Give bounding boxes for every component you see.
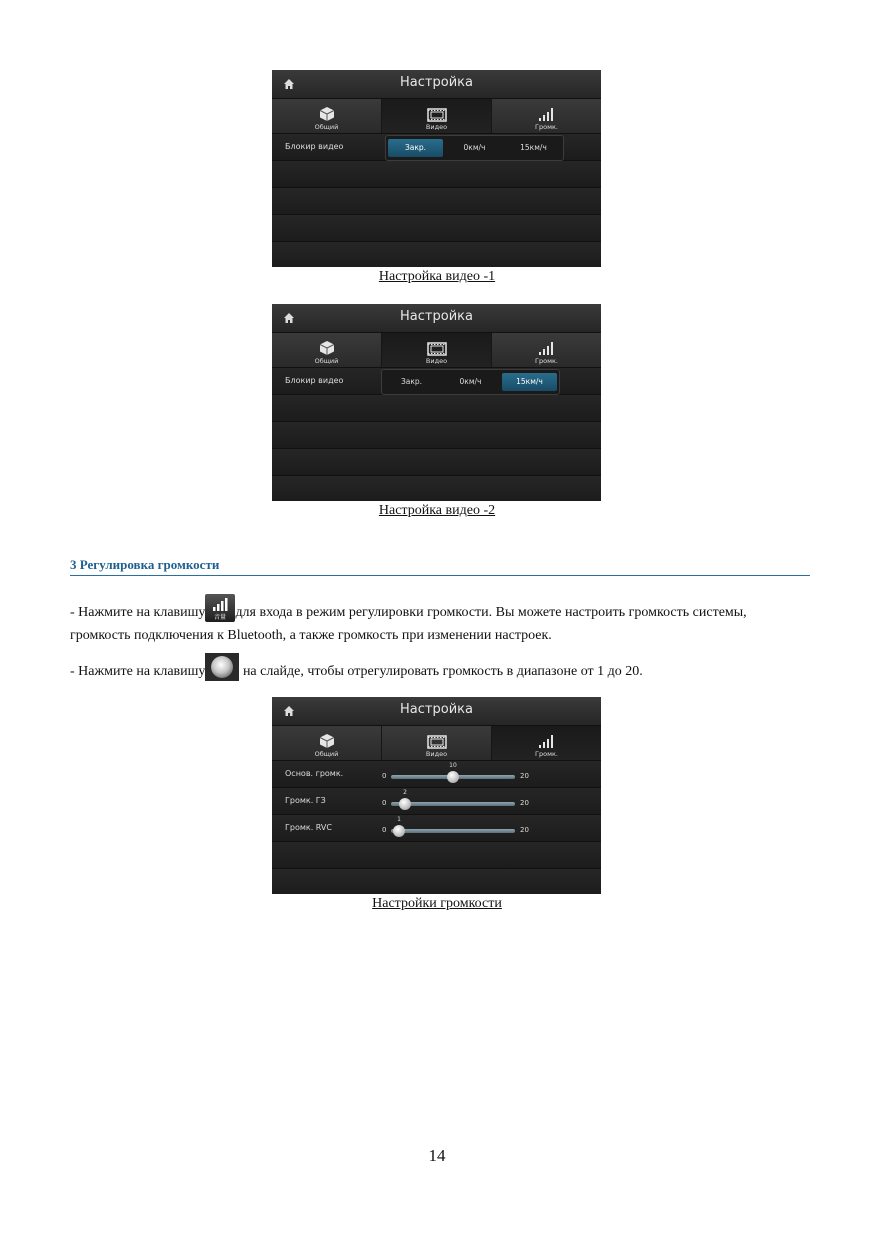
volume-settings-screen bbox=[272, 697, 601, 894]
screen-title: Настройка bbox=[400, 75, 473, 90]
option-closed[interactable]: Закр. bbox=[388, 139, 443, 157]
block-video-selector bbox=[385, 135, 564, 161]
slider-value: 1 bbox=[397, 816, 401, 823]
slider-knob[interactable] bbox=[447, 771, 459, 783]
screen-title: Настройка bbox=[400, 702, 473, 717]
section-heading: 3 Регулировка громкости bbox=[70, 557, 810, 576]
block-video-row bbox=[272, 134, 601, 161]
slider-value: 10 bbox=[449, 762, 457, 769]
option-15kmh[interactable]: 15км/ч bbox=[520, 143, 547, 152]
title-bar bbox=[272, 697, 601, 726]
empty-row bbox=[272, 242, 601, 267]
gz-volume-row bbox=[272, 788, 601, 815]
main-volume-row bbox=[272, 761, 601, 788]
screen-title: Настройка bbox=[400, 309, 473, 324]
volume-key-icon bbox=[205, 594, 235, 627]
caption-video-1: Настройка видео -1 bbox=[378, 269, 496, 284]
option-15kmh[interactable]: 15км/ч bbox=[502, 373, 557, 391]
slider-knob-icon bbox=[205, 653, 239, 686]
tab-label: Общий bbox=[314, 357, 339, 365]
para1-after: для входа в режим регулировки громкости. Вы можете настроить громкость системы, громкость подключения к Bluetooth, а также громкость при изменении настроек. bbox=[70, 605, 747, 643]
block-video-selector bbox=[381, 369, 560, 395]
caption-video-2: Настройка видео -2 bbox=[378, 503, 496, 518]
slider-max: 20 bbox=[520, 772, 529, 780]
slider-min: 0 bbox=[382, 772, 387, 780]
tab-label: Видео bbox=[425, 357, 448, 365]
film-icon bbox=[427, 342, 447, 356]
empty-row bbox=[272, 476, 601, 501]
slider-label: Громк. RVC bbox=[285, 823, 332, 832]
option-closed[interactable]: Закр. bbox=[400, 377, 423, 386]
empty-row bbox=[272, 188, 601, 215]
volume-bars-icon bbox=[538, 106, 556, 122]
slider-max: 20 bbox=[520, 799, 529, 807]
para1-before: - Нажмите на клавишу bbox=[70, 605, 206, 620]
tab-label: Видео bbox=[425, 123, 448, 131]
paragraph-volume-key bbox=[70, 594, 810, 644]
empty-row bbox=[272, 869, 601, 894]
empty-row bbox=[272, 395, 601, 422]
slider-max: 20 bbox=[520, 826, 529, 834]
para2-after: на слайде, чтобы отрегулировать громкость в диапазоне от 1 до 20. bbox=[239, 664, 643, 679]
rvc-volume-row bbox=[272, 815, 601, 842]
paragraph-slider-knob bbox=[70, 653, 810, 686]
slider-label: Громк. ГЗ bbox=[285, 796, 326, 805]
empty-row bbox=[272, 842, 601, 869]
volume-key-caption: 音量 bbox=[214, 614, 227, 621]
title-bar bbox=[272, 304, 601, 333]
settings-tabs bbox=[272, 333, 601, 368]
volume-bars-icon bbox=[538, 340, 556, 356]
empty-row bbox=[272, 215, 601, 242]
slider-knob[interactable] bbox=[393, 825, 405, 837]
slider-track[interactable] bbox=[391, 829, 515, 833]
volume-bars-icon bbox=[538, 733, 556, 749]
slider-min: 0 bbox=[382, 826, 387, 834]
tab-label: Видео bbox=[425, 750, 448, 758]
video-settings-screen-2 bbox=[272, 304, 601, 501]
block-video-row bbox=[272, 368, 601, 395]
tab-video[interactable] bbox=[382, 726, 492, 760]
page-number: 14 bbox=[428, 1146, 446, 1165]
tab-general[interactable] bbox=[272, 99, 382, 133]
slider-label: Основ. громк. bbox=[285, 769, 344, 778]
empty-row bbox=[272, 449, 601, 476]
slider-min: 0 bbox=[382, 799, 387, 807]
tab-label: Громк. bbox=[535, 123, 558, 131]
settings-tabs bbox=[272, 99, 601, 134]
video-settings-screen-1 bbox=[272, 70, 601, 267]
title-bar bbox=[272, 70, 601, 99]
tab-label: Общий bbox=[314, 750, 339, 758]
block-video-label: Блокир видео bbox=[285, 376, 344, 385]
tab-volume[interactable] bbox=[492, 99, 601, 133]
tab-label: Громк. bbox=[535, 357, 558, 365]
tab-volume[interactable] bbox=[492, 726, 601, 760]
cube-icon bbox=[319, 340, 335, 356]
cube-icon bbox=[319, 733, 335, 749]
tab-label: Громк. bbox=[535, 750, 558, 758]
option-0kmh[interactable]: 0км/ч bbox=[463, 143, 486, 152]
tab-volume[interactable] bbox=[492, 333, 601, 367]
empty-row bbox=[272, 422, 601, 449]
tab-video[interactable] bbox=[382, 333, 492, 367]
film-icon bbox=[427, 108, 447, 122]
tab-general[interactable] bbox=[272, 726, 382, 760]
tab-general[interactable] bbox=[272, 333, 382, 367]
settings-tabs bbox=[272, 726, 601, 761]
slider-knob[interactable] bbox=[399, 798, 411, 810]
block-video-label: Блокир видео bbox=[285, 142, 344, 151]
tab-label: Общий bbox=[314, 123, 339, 131]
cube-icon bbox=[319, 106, 335, 122]
option-0kmh[interactable]: 0км/ч bbox=[459, 377, 482, 386]
empty-row bbox=[272, 161, 601, 188]
para2-before: - Нажмите на клавишу bbox=[70, 664, 206, 679]
slider-value: 2 bbox=[403, 789, 407, 796]
tab-video[interactable] bbox=[382, 99, 492, 133]
caption-volume: Настройки громкости bbox=[372, 896, 502, 911]
film-icon bbox=[427, 735, 447, 749]
